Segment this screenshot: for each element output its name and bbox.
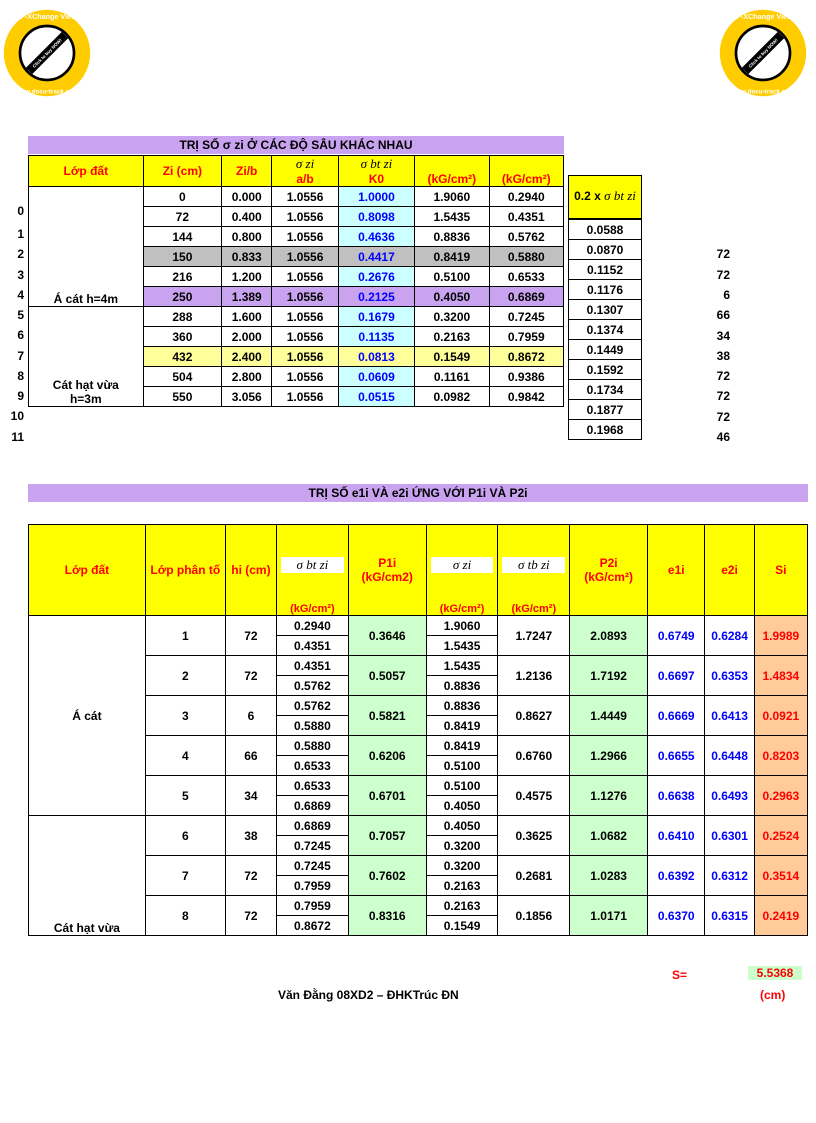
row-number: 9 [17,389,24,403]
cell-sz: 0.8836 [426,676,498,696]
cell-s: 0.2524 [754,816,807,856]
t2-header-e2: e2i [705,525,754,616]
sigma-zi-symbol: σ zi [295,156,315,171]
cell-sbt: 0.7959 [277,876,349,896]
cell-s2: 0.6869 [489,287,563,307]
side-h-value: 38 [716,348,730,363]
seal-bottom-text: www.docu-track.com [731,88,795,96]
cell-s2: 0.5880 [489,247,563,267]
cell-s1: 0.5100 [415,267,489,287]
cell-ab: 1.0556 [272,287,338,307]
cell-k0: 0.1135 [338,327,414,347]
cell-z: 216 [143,267,221,287]
cell-s2: 0.7245 [489,307,563,327]
cell-sz: 0.5100 [426,756,498,776]
cell-p2: 1.4449 [570,696,648,736]
cell-p1: 0.5821 [348,696,426,736]
cell-s2: 0.9386 [489,367,563,387]
cell-sbt: 0.6869 [277,796,349,816]
sigma-bt-symbol: σ bt zi [360,156,393,171]
cell-s1: 0.0982 [415,387,489,407]
cell-0.2x: 0.0588 [569,220,642,240]
cell-sbt: 0.6869 [277,816,349,836]
cell-0.2x: 0.1592 [569,360,642,380]
cell-h: 72 [225,616,276,656]
cell-p2: 1.0283 [570,856,648,896]
side-h-value: 72 [716,267,730,282]
side-h-value: 66 [716,308,730,323]
cell-k0: 0.0609 [338,367,414,387]
seal-bottom-text: www.docu-track.com [15,88,79,96]
cell-sz: 1.9060 [426,616,498,636]
cell-e2: 0.6315 [705,896,754,936]
cell-sz: 1.5435 [426,656,498,676]
side-h-value: 72 [716,389,730,404]
cell-stb: 0.4575 [498,776,570,816]
cell-sz: 1.5435 [426,636,498,656]
cell-h: 72 [225,856,276,896]
cell-i: 3 [145,696,225,736]
cell-p1: 0.7057 [348,816,426,856]
cell-h: 72 [225,656,276,696]
cell-sbt: 0.5762 [277,676,349,696]
cell-s2: 0.4351 [489,207,563,227]
cell-zb: 0.833 [222,247,272,267]
cell-ab: 1.0556 [272,267,338,287]
cell-sbt: 0.6533 [277,776,349,796]
cell-p1: 0.7602 [348,856,426,896]
cell-e1: 0.6410 [648,816,705,856]
cell-s2: 0.7959 [489,327,563,347]
cell-ab: 1.0556 [272,327,338,347]
t2-header-szi: σ zi (kG/cm²) [426,525,498,616]
cell-stb: 0.3625 [498,816,570,856]
cell-p2: 1.0682 [570,816,648,856]
cell-s2: 0.2940 [489,187,563,207]
cell-sbt: 0.7245 [277,856,349,876]
seal-center-text: Click to buy NOW! [31,37,63,69]
cell-zb: 0.400 [222,207,272,227]
t2-header-layer: Lớp đất [29,525,146,616]
cell-k0: 0.4636 [338,227,414,247]
header-z: Zi (cm) [143,156,221,187]
side-h-value: 34 [716,328,730,343]
cell-z: 250 [143,287,221,307]
cell-stb: 1.2136 [498,656,570,696]
cell-stb: 0.1856 [498,896,570,936]
cell-e1: 0.6669 [648,696,705,736]
cell-s: 0.3514 [754,856,807,896]
cell-sz: 0.5100 [426,776,498,796]
cell-ab: 1.0556 [272,307,338,327]
cell-p1: 0.6701 [348,776,426,816]
cell-s2: 0.5762 [489,227,563,247]
table2-row [29,656,808,676]
cell-z: 0 [143,187,221,207]
cell-sbt: 0.8672 [277,916,349,936]
seal-top-text: PDF-XChange Viewer [10,11,84,21]
header-k0: σ bt zi K0 [338,156,414,187]
cell-h: 38 [225,816,276,856]
cell-h: 34 [225,776,276,816]
cell-s1: 0.8836 [415,227,489,247]
table2-row [29,816,808,836]
cell-sbt: 0.7959 [277,896,349,916]
cell-0.2x: 0.1152 [569,260,642,280]
cell-e2: 0.6493 [705,776,754,816]
cell-h: 66 [225,736,276,776]
layer-name: Cát hạt vừa h=3m [29,307,144,407]
cell-e1: 0.6370 [648,896,705,936]
t2-header-s: Si [754,525,807,616]
row-number: 4 [17,288,24,302]
cell-p1: 0.5057 [348,656,426,696]
side-h-value: 72 [716,409,730,424]
cell-k0: 0.8098 [338,207,414,227]
cell-sbt: 0.5762 [277,696,349,716]
cell-zb: 0.800 [222,227,272,247]
cell-sbt: 0.5880 [277,736,349,756]
pdf-xchange-seal-left[interactable] [2,8,92,98]
cell-i: 4 [145,736,225,776]
cell-s1: 1.5435 [415,207,489,227]
cell-p2: 1.0171 [570,896,648,936]
cell-ab: 1.0556 [272,207,338,227]
header-0.2x: 0.2 x σ bt zi [568,175,642,219]
cell-ab: 1.0556 [272,347,338,367]
t2-header-p2: P2i (kG/cm²) [570,525,648,616]
row-number: 5 [17,308,24,322]
side-h-value: 72 [716,247,730,262]
row-number: 7 [17,349,24,363]
cell-0.2x: 0.1449 [569,340,642,360]
cell-sz: 0.8419 [426,736,498,756]
cell-0.2x: 0.1307 [569,300,642,320]
cell-sz: 0.8836 [426,696,498,716]
cell-ab: 1.0556 [272,247,338,267]
cell-stb: 0.8627 [498,696,570,736]
cell-sbt: 0.5880 [277,716,349,736]
cell-z: 432 [143,347,221,367]
cell-e1: 0.6697 [648,656,705,696]
cell-h: 72 [225,896,276,936]
row-number: 3 [17,268,24,282]
cell-s2: 0.6533 [489,267,563,287]
cell-p2: 2.0893 [570,616,648,656]
cell-k0: 1.0000 [338,187,414,207]
cell-ab: 1.0556 [272,227,338,247]
cell-i: 1 [145,616,225,656]
seal-center-text: Click to buy NOW! [747,37,779,69]
row-number: 11 [11,430,24,444]
cell-zb: 0.000 [222,187,272,207]
cell-s1: 0.1161 [415,367,489,387]
summary-value: 5.5368 [748,966,802,980]
cell-ab: 1.0556 [272,367,338,387]
cell-sz: 0.8419 [426,716,498,736]
cell-sz: 0.3200 [426,836,498,856]
cell-p2: 1.7192 [570,656,648,696]
cell-z: 288 [143,307,221,327]
side-h-value: 46 [716,430,730,444]
header-layer: Lớp đất [29,156,144,187]
table1 [28,155,564,407]
cell-e1: 0.6655 [648,736,705,776]
cell-z: 72 [143,207,221,227]
table2-row [29,856,808,876]
t2-header-sbt: σ bt zi (kG/cm²) [277,525,349,616]
cell-e1: 0.6749 [648,616,705,656]
cell-e2: 0.6353 [705,656,754,696]
t2-header-stb: σ tb zi (kG/cm²) [498,525,570,616]
cell-0.2x: 0.1734 [569,380,642,400]
cell-s: 0.2419 [754,896,807,936]
table2-row [29,776,808,796]
cell-s: 1.9989 [754,616,807,656]
cell-stb: 1.7247 [498,616,570,656]
cell-sbt: 0.7245 [277,836,349,856]
cell-s1: 0.8419 [415,247,489,267]
cell-zb: 2.400 [222,347,272,367]
cell-0.2x: 0.1176 [569,280,642,300]
cell-sz: 0.2163 [426,896,498,916]
cell-e2: 0.6413 [705,696,754,736]
cell-e2: 0.6448 [705,736,754,776]
cell-s: 0.8203 [754,736,807,776]
table2-title: TRỊ SỐ e1i VÀ e2i ỨNG VỚI P1i VÀ P2i [28,484,808,502]
cell-sz: 0.1549 [426,916,498,936]
cell-zb: 1.200 [222,267,272,287]
t2-header-p1: P1i (kG/cm2) [348,525,426,616]
cell-s: 0.2963 [754,776,807,816]
cell-p2: 1.1276 [570,776,648,816]
cell-k0: 0.1679 [338,307,414,327]
cell-sbt: 0.4351 [277,656,349,676]
pdf-xchange-seal-right[interactable] [718,8,808,98]
cell-sbt: 0.2940 [277,616,349,636]
cell-p1: 0.8316 [348,896,426,936]
cell-i: 7 [145,856,225,896]
cell-k0: 0.0813 [338,347,414,367]
header-ab: σ zi a/b [272,156,338,187]
cell-s1: 0.2163 [415,327,489,347]
cell-sz: 0.2163 [426,876,498,896]
cell-p1: 0.6206 [348,736,426,776]
cell-sz: 0.4050 [426,796,498,816]
cell-zb: 1.600 [222,307,272,327]
t2-header-sub: Lớp phân tố [145,525,225,616]
cell-ab: 1.0556 [272,187,338,207]
cell-e2: 0.6301 [705,816,754,856]
row-number: 10 [10,409,24,423]
cell-h: 6 [225,696,276,736]
cell-k0: 0.2125 [338,287,414,307]
cell-0.2x: 0.0870 [569,240,642,260]
header-kg1: (kG/cm²) [415,156,489,187]
row-number: 6 [17,328,24,342]
header-kg2: (kG/cm²) [489,156,563,187]
cell-z: 150 [143,247,221,267]
t2-header-h: hi (cm) [225,525,276,616]
cell-zb: 3.056 [222,387,272,407]
cell-sbt: 0.4351 [277,636,349,656]
side-h-value: 6 [723,287,730,302]
table2-row [29,736,808,756]
cell-i: 8 [145,896,225,936]
cell-z: 504 [143,367,221,387]
cell-k0: 0.4417 [338,247,414,267]
layer-name: Á cát h=4m [29,187,144,307]
table2-row [29,616,808,636]
cell-e1: 0.6638 [648,776,705,816]
cell-k0: 0.0515 [338,387,414,407]
table1-title: TRỊ SỐ σ zi Ở CÁC ĐỘ SÂU KHÁC NHAU [28,136,564,154]
summary-unit: (cm) [760,988,786,1002]
row-number: 0 [17,204,24,218]
cell-s: 0.0921 [754,696,807,736]
cell-z: 550 [143,387,221,407]
row-number: 8 [17,369,24,383]
table1-row [29,187,564,207]
cell-ab: 1.0556 [272,387,338,407]
cell-s1: 0.4050 [415,287,489,307]
cell-sbt: 0.6533 [277,756,349,776]
t2-layer-name: Cát hạt vừa [29,816,146,936]
cell-p2: 1.2966 [570,736,648,776]
cell-s1: 0.3200 [415,307,489,327]
summary-label: S= [672,968,688,982]
cell-k0: 0.2676 [338,267,414,287]
table2 [28,524,808,936]
cell-e1: 0.6392 [648,856,705,896]
cell-zb: 2.000 [222,327,272,347]
row-number: 1 [17,227,24,241]
cell-s1: 0.1549 [415,347,489,367]
t2-layer-name: Á cát [29,616,146,816]
cell-0.2x: 0.1374 [569,320,642,340]
cell-0.2x: 0.1877 [569,400,642,420]
cell-i: 2 [145,656,225,696]
cell-e2: 0.6312 [705,856,754,896]
cell-z: 360 [143,327,221,347]
cell-stb: 0.6760 [498,736,570,776]
cell-sz: 0.4050 [426,816,498,836]
cell-zb: 2.800 [222,367,272,387]
cell-s: 1.4834 [754,656,807,696]
seal-top-text: PDF-XChange Viewer [726,11,800,21]
cell-s2: 0.8672 [489,347,563,367]
cell-i: 6 [145,816,225,856]
cell-stb: 0.2681 [498,856,570,896]
footer-author: Văn Đằng 08XD2 – ĐHKTrúc ĐN [278,988,459,1002]
cell-s1: 1.9060 [415,187,489,207]
cell-zb: 1.389 [222,287,272,307]
table2-row [29,696,808,716]
cell-sz: 0.3200 [426,856,498,876]
table1-row [29,307,564,327]
side-h-value: 72 [716,369,730,384]
cell-p1: 0.3646 [348,616,426,656]
t2-header-e1: e1i [648,525,705,616]
cell-s2: 0.9842 [489,387,563,407]
cell-0.2x: 0.1968 [569,420,642,440]
cell-z: 144 [143,227,221,247]
row-number: 2 [17,247,24,261]
cell-e2: 0.6284 [705,616,754,656]
header-zb: Zi/b [222,156,272,187]
table2-row [29,896,808,916]
cell-i: 5 [145,776,225,816]
